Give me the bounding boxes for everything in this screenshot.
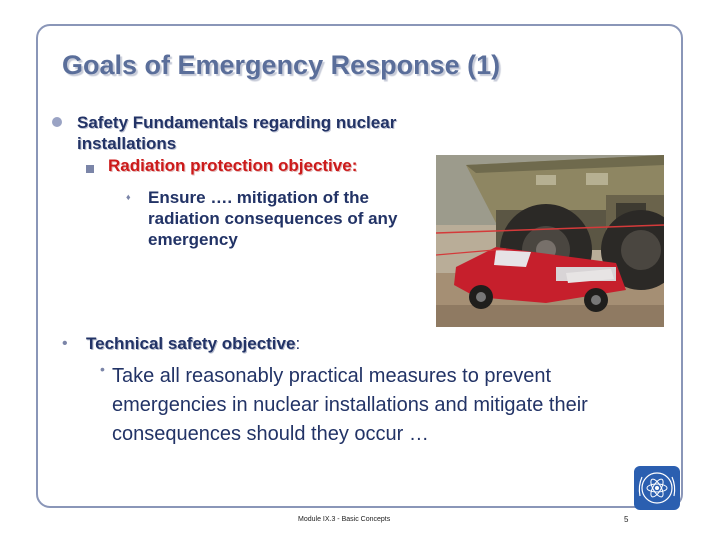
bullet-technical-safety-colon: : <box>295 334 301 353</box>
bullet-technical-safety-label: Technical safety objective <box>86 334 296 353</box>
bullet-dot-large: • <box>62 335 68 352</box>
bullet-diamond: ♦ <box>126 192 131 202</box>
bullet-square <box>86 165 94 173</box>
footer-page-number: 5 <box>624 515 629 524</box>
haul-truck-photo <box>436 155 664 327</box>
bullet-take-measures: Take all reasonably practical measures to prevent emergencies in nuclear installations and mitigate their consequences should they occur … <box>112 365 588 445</box>
bullet-ensure-mitigation: Ensure …. mitigation of the radiation consequences of any emergency <box>148 188 398 249</box>
slide-title: Goals of Emergency Response (1) <box>62 50 501 80</box>
bullet-dot-small: • <box>100 361 105 377</box>
footer-module-label: Module IX.3 - Basic Concepts <box>298 516 391 523</box>
iaea-emblem-icon <box>634 466 680 510</box>
bullet-dot <box>52 117 62 127</box>
bullet-safety-fundamentals: Safety Fundamentals regarding nuclear installations <box>77 113 397 153</box>
bullet-technical-safety <box>86 334 300 354</box>
bullet-radiation-protection: Radiation protection objective: <box>108 156 358 175</box>
